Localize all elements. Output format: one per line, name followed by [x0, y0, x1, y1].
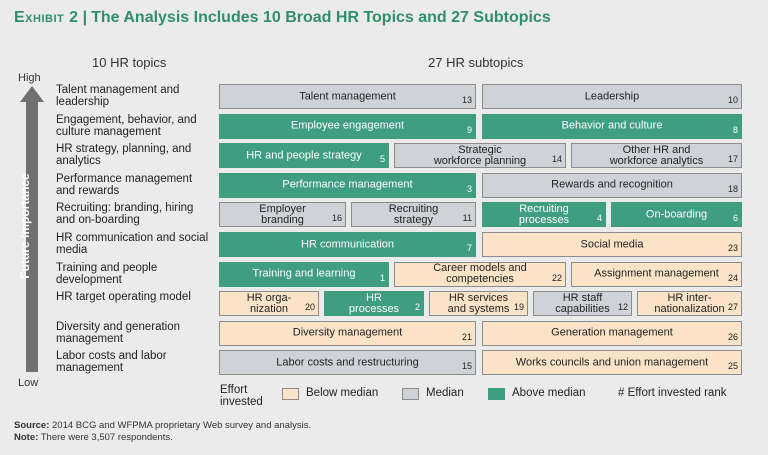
subtopic-label: Recruiting processes — [518, 202, 570, 226]
subtopic-cell — [219, 291, 319, 316]
subtopic-cell — [219, 321, 476, 346]
axis-low-label: Low — [18, 377, 39, 389]
subtopic-label: Training and learning — [252, 267, 356, 280]
subtopic-cell — [219, 84, 476, 109]
legend-swatch-median — [402, 388, 419, 400]
effort-rank: 20 — [304, 302, 315, 313]
note-label: Note: — [14, 432, 39, 443]
subtopic-label: Social media — [580, 238, 644, 250]
effort-rank: 8 — [732, 124, 738, 135]
subtopic-cell — [571, 143, 742, 168]
hr-topic-label: Labor costs and labor management — [56, 350, 167, 375]
subtopic-label: Recruiting strategy — [388, 202, 439, 226]
hr-topic-label: Diversity and generation management — [56, 320, 181, 345]
title-text: The Analysis Includes 10 Broad HR Topics and 27 Subtopics — [91, 9, 551, 26]
subtopic-label: Strategic workforce planning — [433, 143, 527, 167]
subtopic-cell — [611, 202, 742, 227]
subtopic-label: Employee engagement — [290, 119, 405, 132]
subtopic-label: HR and people strategy — [246, 149, 362, 162]
subtopic-cell — [482, 114, 742, 139]
note-text: There were 3,507 respondents. — [40, 432, 173, 443]
effort-rank: 27 — [727, 302, 738, 313]
hr-topic-label: HR target operating model — [56, 291, 191, 304]
subtopic-cell — [219, 143, 389, 168]
subtopic-cell — [219, 232, 476, 257]
subtopic-label: Career models and competencies — [433, 262, 527, 286]
hr-topic-label: Performance management and rewards — [56, 172, 193, 197]
axis-high-label: High — [18, 72, 41, 84]
subtopic-label: HR inter- nationalization — [654, 291, 725, 315]
effort-rank: 11 — [462, 213, 472, 224]
effort-rank: 6 — [732, 213, 738, 224]
subtopic-label: Works councils and union management — [515, 356, 709, 369]
effort-rank: 23 — [727, 243, 738, 253]
effort-rank: 18 — [727, 183, 738, 194]
legend-rank-label: # Effort invested rank — [618, 387, 727, 399]
subtopic-cell — [429, 291, 528, 316]
subtopic-cell — [219, 262, 389, 287]
effort-rank: 10 — [727, 95, 738, 105]
effort-rank: 7 — [466, 243, 472, 253]
subtopic-cell — [394, 143, 566, 168]
subtopic-cell — [482, 232, 742, 257]
subtopic-cell — [219, 202, 346, 227]
hr-topic-label: Talent management and leadership — [56, 84, 180, 108]
subtopic-cell — [394, 262, 566, 287]
subtopic-cell — [219, 114, 476, 139]
subtopic-label: Talent management — [299, 90, 396, 102]
subtopic-label: HR processes — [348, 291, 400, 315]
subtopic-label: HR orga- nization — [246, 291, 292, 315]
subtopic-cell — [482, 202, 606, 227]
subtopic-cell — [533, 291, 632, 316]
subtopic-label: HR communication — [301, 238, 394, 250]
effort-rank: 5 — [379, 154, 385, 165]
subtopic-label: Diversity management — [292, 326, 403, 339]
effort-rank: 17 — [727, 154, 738, 165]
subtopic-label: HR services and systems — [447, 291, 510, 315]
subtopic-cell — [324, 291, 424, 316]
title-separator: | — [82, 9, 88, 26]
subtopic-label: On-boarding — [645, 208, 708, 221]
subtopic-cell — [351, 202, 476, 227]
subtopic-label: Rewards and recognition — [551, 178, 673, 191]
legend-swatch-below — [282, 388, 299, 400]
subtopic-cell — [219, 173, 476, 198]
subtopic-label: Labor costs and restructuring — [276, 356, 419, 369]
legend-swatch-above — [488, 388, 505, 400]
subtopic-label: Performance management — [282, 178, 413, 191]
respondents-note — [14, 432, 173, 443]
exhibit-title — [14, 9, 551, 27]
effort-rank: 9 — [466, 124, 472, 135]
effort-rank: 22 — [551, 272, 562, 283]
hr-topic-label: HR strategy, planning, and analytics — [56, 143, 192, 168]
hr-topic-label: Engagement, behavior, and culture management — [56, 113, 197, 138]
subtopic-cell — [482, 173, 742, 198]
exhibit-number: Exhibit 2 — [14, 9, 79, 26]
subtopics-column-header: 27 HR subtopics — [428, 55, 524, 70]
future-importance-label: Future importance — [18, 173, 32, 279]
subtopic-label: Other HR and workforce analytics — [609, 143, 704, 167]
effort-rank: 15 — [461, 361, 472, 372]
hr-topic-label: Recruiting: branding, hiring and on-boarding — [56, 202, 194, 227]
effort-rank: 19 — [513, 302, 524, 313]
effort-rank: 4 — [596, 213, 602, 224]
effort-rank: 1 — [379, 272, 385, 283]
effort-rank: 14 — [551, 154, 562, 165]
subtopic-cell — [571, 262, 742, 287]
source-note — [14, 420, 311, 431]
hr-topic-label: HR communication and social media — [56, 232, 209, 256]
subtopic-label: Employer branding — [259, 202, 306, 226]
subtopic-label: Generation management — [551, 326, 673, 339]
effort-rank: 13 — [461, 95, 472, 105]
source-label: Source: — [14, 420, 50, 431]
effort-rank: 12 — [617, 302, 628, 313]
effort-rank: 26 — [727, 331, 738, 342]
legend-below-label: Below median — [306, 387, 379, 399]
subtopic-cell — [482, 84, 742, 109]
effort-rank: 21 — [461, 331, 472, 342]
hr-topic-label: Training and people development — [56, 261, 158, 286]
source-text: 2014 BCG and WFPMA proprietary Web survey and analysis. — [52, 420, 312, 431]
effort-rank: 3 — [466, 183, 472, 194]
legend-above-label: Above median — [512, 387, 586, 399]
effort-rank: 2 — [414, 302, 420, 313]
effort-rank: 24 — [727, 272, 738, 283]
subtopic-cell — [219, 350, 476, 375]
subtopic-label: Leadership — [584, 90, 640, 102]
subtopic-label: HR staff capabilities — [555, 291, 610, 315]
legend-median-label: Median — [426, 387, 464, 399]
subtopic-label: Assignment management — [594, 267, 719, 280]
legend-title: Effort invested — [220, 384, 263, 408]
effort-rank: 25 — [727, 361, 738, 372]
topics-column-header: 10 HR topics — [92, 55, 167, 70]
effort-rank: 16 — [331, 213, 342, 224]
subtopic-cell — [482, 321, 742, 346]
subtopic-cell — [637, 291, 742, 316]
subtopic-label: Behavior and culture — [561, 119, 663, 132]
subtopic-cell — [482, 350, 742, 375]
